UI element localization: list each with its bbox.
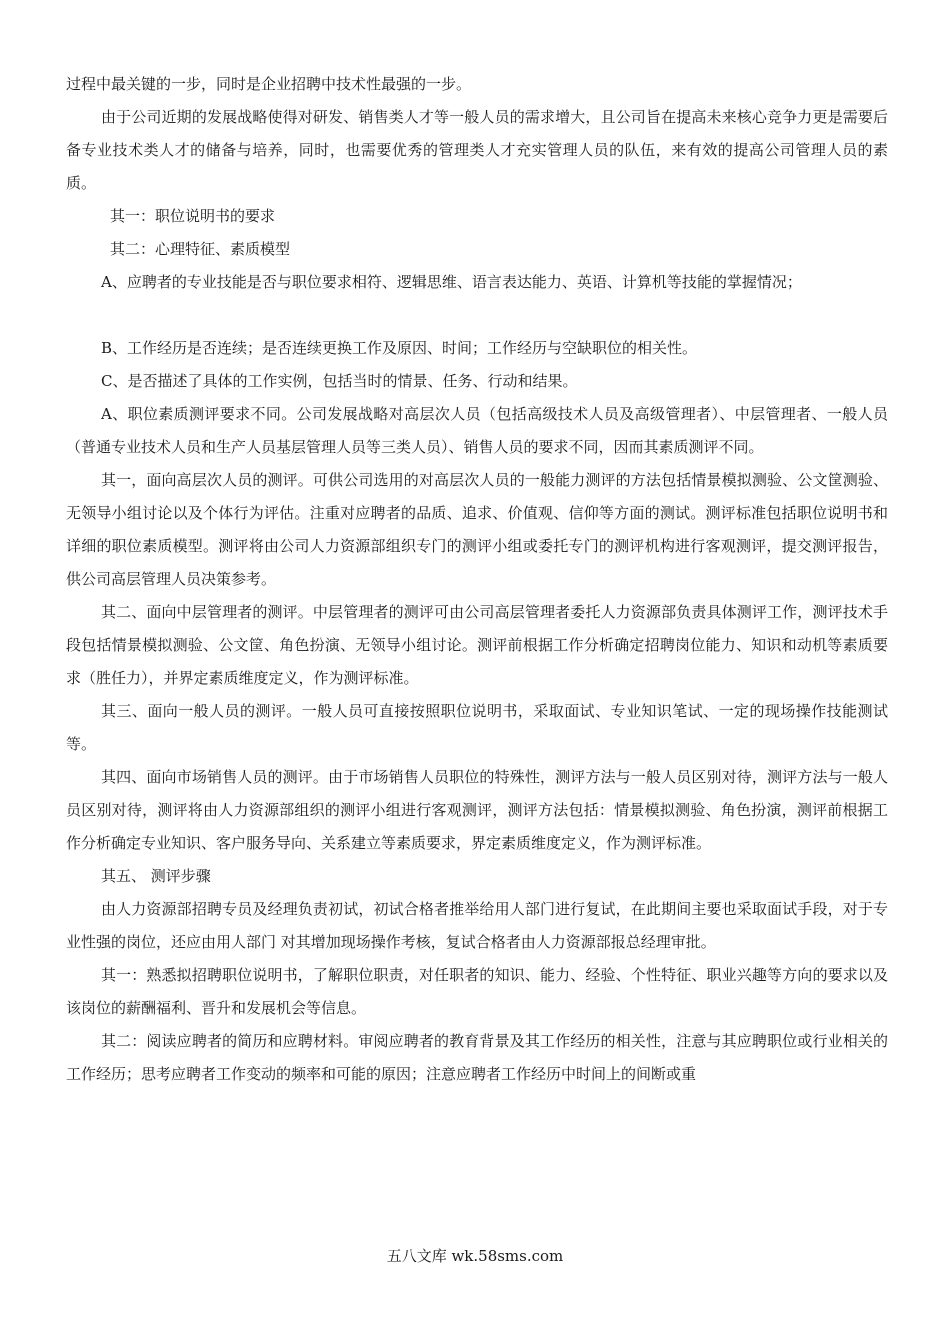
paragraph-assessment-requirements: A、职位素质测评要求不同。公司发展战略对高层次人员（包括高级技术人员及高级管理者）、中层管理者、一般人员（普通专业技术人员和生产人员基层管理人员等三类人员）、销售人员的要求不同，因而其素质测评不同。 xyxy=(66,405,888,456)
paragraph-step-two: 其二：阅读应聘者的简历和应聘材料。审阅应聘者的教育背景及其工作经历的相关性，注意与其应聘职位或行业相关的工作经历；思考应聘者工作变动的频率和可能的原因；注意应聘者工作经历中时间上的间断或重 xyxy=(66,1032,888,1083)
page-footer: 五八文库 wk.58sms.com xyxy=(386,1247,564,1265)
paragraph-general-assessment: 其三、面向一般人员的测评。一般人员可直接按照职位说明书，采取面试、专业知识笔试、一定的现场操作技能测试等。 xyxy=(66,702,888,753)
paragraph-item-job-description: 其一：职位说明书的要求 xyxy=(110,207,276,225)
paragraph-interview-process: 由人力资源部招聘专员及经理负责初试，初试合格者推举给用人部门进行复试，在此期间主要也采取面试手段，对于专业性强的岗位，还应由用人部门 对其增加现场操作考核，复试合格者由人力资源部报总经理审批。 xyxy=(66,900,888,951)
document-body xyxy=(66,68,888,1091)
paragraph-work-examples: C、是否描述了具体的工作实例，包括当时的情景、任务、行动和结果。 xyxy=(101,372,578,390)
paragraph-assessment-steps: 其五、 测评步骤 xyxy=(101,867,211,885)
paragraph-item-psych-model: 其二：心理特征、素质模型 xyxy=(110,240,291,258)
paragraph-step-one: 其一：熟悉拟招聘职位说明书，了解职位职责，对任职者的知识、能力、经验、个性特征、职业兴趣等方向的要求以及该岗位的薪酬福利、晋升和发展机会等信息。 xyxy=(66,966,888,1017)
paragraph-skills: A、应聘者的专业技能是否与职位要求相符、逻辑思维、语言表达能力、英语、计算机等技能的掌握情况； xyxy=(101,273,802,291)
paragraph-strategy: 由于公司近期的发展战略使得对研发、销售类人才等一般人员的需求增大，且公司旨在提高未来核心竞争力更是需要后备专业技术类人才的储备与培养，同时，也需要优秀的管理类人才充实管理人员的队伍，来有效的提高公司管理人员的素质。 xyxy=(66,108,888,192)
paragraph-middle-assessment: 其二、面向中层管理者的测评。中层管理者的测评可由公司高层管理者委托人力资源部负责具体测评工作，测评技术手段包括情景模拟测验、公文筐、角色扮演、无领导小组讨论。测评前根据工作分析确定招聘岗位能力、知识和动机等素质要求（胜任力），并界定素质维度定义，作为测评标准。 xyxy=(66,603,888,687)
paragraph-sales-assessment: 其四、面向市场销售人员的测评。由于市场销售人员职位的特殊性，测评方法与一般人员区别对待，测评方法与一般人员区别对待，测评将由人力资源部组织的测评小组进行客观测评，测评方法包括：情景模拟测验、角色扮演，测评前根据工作分析确定专业知识、客户服务导向、关系建立等素质要求，界定素质维度定义，作为测评标准。 xyxy=(66,768,888,852)
paragraph-continuation: 过程中最关键的一步，同时是企业招聘中技术性最强的一步。 xyxy=(66,75,472,93)
paragraph-work-history: B、工作经历是否连续；是否连续更换工作及原因、时间；工作经历与空缺职位的相关性。 xyxy=(101,339,698,357)
paragraph-senior-assessment: 其一，面向高层次人员的测评。可供公司选用的对高层次人员的一般能力测评的方法包括情景模拟测验、公文筐测验、无领导小组讨论以及个体行为评估。注重对应聘者的品质、追求、价值观、信仰等方面的测试。测评标准包括职位说明书和详细的职位素质模型。测评将由公司人力资源部组织专门的测评小组或委托专门的测评机构进行客观测评，提交测评报告，供公司高层管理人员决策参考。 xyxy=(66,471,888,588)
